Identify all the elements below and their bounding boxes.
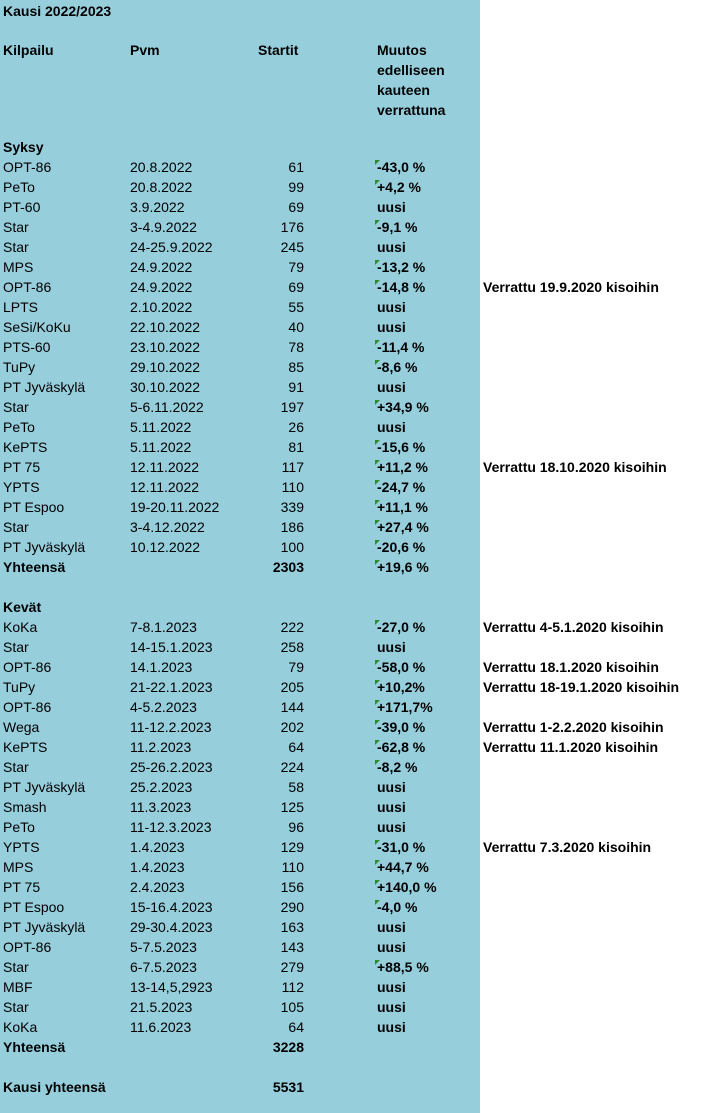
date-cell: 19-20.11.2022 [130,499,220,515]
note-cell: Verrattu 1-2.2.2020 kisoihin [483,719,664,735]
change-cell: -9,1 % [377,219,418,235]
change-cell: -43,0 % [377,159,426,175]
change-cell: -15,6 % [377,439,426,455]
date-cell: 24.9.2022 [130,279,193,295]
total-starts: 2303 [272,559,304,575]
starts-cell: 99 [288,179,304,195]
change-cell: uusi [377,199,406,215]
total-label: Yhteensä [3,559,66,575]
change-cell: uusi [377,799,406,815]
note-cell: Verrattu 18-19.1.2020 kisoihin [483,679,680,695]
starts-cell: 112 [281,979,304,995]
date-cell: 24-25.9.2022 [130,239,213,255]
competition-cell: PT Jyväskylä [3,779,86,795]
change-cell: uusi [377,379,406,395]
header-starts: Startit [258,42,299,58]
date-cell: 11-12.2.2023 [130,719,212,735]
date-cell: 12.11.2022 [130,459,200,475]
change-cell: +4,2 % [377,179,421,195]
competition-cell: Star [3,959,29,975]
starts-cell: 85 [288,359,304,375]
starts-cell: 110 [281,479,304,495]
note-cell: Verrattu 18.10.2020 kisoihin [483,459,667,475]
date-cell: 3.9.2022 [130,199,185,215]
competition-cell: Star [3,999,29,1015]
starts-cell: 143 [280,939,304,955]
starts-cell: 100 [280,539,304,555]
competition-cell: OPT-86 [3,939,52,955]
total-label: Yhteensä [3,1039,66,1055]
starts-cell: 26 [288,419,304,435]
change-cell: -62,8 % [377,739,426,755]
starts-cell: 78 [288,339,304,355]
header-date: Pvm [130,42,160,58]
change-cell: uusi [377,239,406,255]
change-cell: +88,5 % [377,959,429,975]
date-cell: 29.10.2022 [130,359,201,375]
date-cell: 13-14,5,2923 [130,979,213,995]
change-cell: +34,9 % [377,399,429,415]
change-cell: uusi [377,299,406,315]
date-cell: 29-30.4.2023 [130,919,213,935]
competition-cell: Smash [3,799,47,815]
note-cell: Verrattu 18.1.2020 kisoihin [483,659,659,675]
competition-cell: Star [3,239,29,255]
competition-cell: MPS [3,259,34,275]
starts-cell: 79 [288,259,304,275]
section-heading: Kevät [3,599,42,615]
change-cell: +27,4 % [377,519,429,535]
competition-cell: PT Espoo [3,499,65,515]
change-cell: uusi [377,779,406,795]
date-cell: 25.2.2023 [130,779,193,795]
competition-cell: Star [3,219,29,235]
competition-cell: KePTS [3,739,48,755]
change-cell: uusi [377,999,406,1015]
starts-cell: 144 [280,699,304,715]
competition-cell: LPTS [3,299,39,315]
date-cell: 11.3.2023 [130,799,192,815]
change-cell: -8,6 % [377,359,418,375]
change-cell: -58,0 % [377,659,426,675]
date-cell: 11.2.2023 [130,739,192,755]
competition-cell: KePTS [3,439,48,455]
change-cell: +171,7% [377,699,433,715]
change-cell: +11,2 % [377,459,428,475]
competition-cell: SeSi/KoKu [3,319,71,335]
date-cell: 20.8.2022 [130,179,193,195]
change-cell: uusi [377,1019,406,1035]
starts-cell: 105 [280,999,304,1015]
starts-cell: 96 [288,819,304,835]
change-cell: uusi [377,639,406,655]
starts-cell: 279 [280,959,304,975]
season-total-label: Kausi yhteensä [3,1079,106,1095]
change-cell: -11,4 % [377,339,425,355]
starts-cell: 224 [280,759,304,775]
starts-cell: 202 [280,719,304,735]
change-cell: uusi [377,979,406,995]
change-cell: -14,8 % [377,279,426,295]
competition-cell: Star [3,759,29,775]
competition-cell: TuPy [3,359,36,375]
date-cell: 3-4.9.2022 [130,219,197,235]
page-title: Kausi 2022/2023 [3,3,112,19]
starts-cell: 69 [288,199,304,215]
date-cell: 25-26.2.2023 [130,759,213,775]
date-cell: 5.11.2022 [130,419,192,435]
competition-cell: PT 75 [3,459,41,475]
date-cell: 10.12.2022 [130,539,201,555]
date-cell: 21.5.2023 [130,999,193,1015]
starts-cell: 58 [288,779,304,795]
competition-cell: PT Jyväskylä [3,539,86,555]
header-change-line-3: kauteen [377,82,430,98]
competition-cell: Wega [3,719,40,735]
change-cell: +140,0 % [377,879,437,895]
competition-cell: Star [3,639,29,655]
competition-cell: OPT-86 [3,159,52,175]
header-change-line-4: verrattuna [377,102,446,118]
change-cell: +44,7 % [377,859,429,875]
date-cell: 22.10.2022 [130,319,201,335]
date-cell: 21-22.1.2023 [130,679,213,695]
starts-cell: 81 [288,439,304,455]
competition-cell: PT 75 [3,879,41,895]
date-cell: 6-7.5.2023 [130,959,197,975]
date-cell: 11-12.3.2023 [130,819,212,835]
starts-cell: 117 [281,459,304,475]
change-cell: +10,2% [377,679,425,695]
change-cell: uusi [377,319,406,335]
date-cell: 11.6.2023 [130,1019,192,1035]
competition-cell: Star [3,519,29,535]
starts-cell: 186 [280,519,304,535]
change-cell: -24,7 % [377,479,426,495]
note-cell: Verrattu 19.9.2020 kisoihin [483,279,659,295]
competition-cell: PT Jyväskylä [3,919,86,935]
starts-cell: 197 [280,399,304,415]
starts-cell: 61 [288,159,304,175]
date-cell: 2.10.2022 [130,299,193,315]
competition-cell: PeTo [3,819,35,835]
change-cell: -20,6 % [377,539,426,555]
date-cell: 14-15.1.2023 [130,639,213,655]
competition-cell: Star [3,399,29,415]
date-cell: 5-6.11.2022 [130,399,204,415]
starts-cell: 156 [280,879,304,895]
change-cell: -39,0 % [377,719,426,735]
starts-cell: 339 [280,499,304,515]
section-heading: Syksy [3,139,44,155]
date-cell: 7-8.1.2023 [130,619,197,635]
change-cell: +11,1 % [377,499,428,515]
competition-cell: TuPy [3,679,36,695]
change-cell: -8,2 % [377,759,418,775]
starts-cell: 55 [288,299,304,315]
date-cell: 4-5.2.2023 [130,699,197,715]
header-competition: Kilpailu [3,42,54,58]
date-cell: 3-4.12.2022 [130,519,205,535]
date-cell: 1.4.2023 [130,859,185,875]
date-cell: 14.1.2023 [130,659,193,675]
competition-cell: PT-60 [3,199,41,215]
note-cell: Verrattu 11.1.2020 kisoihin [483,739,659,755]
competition-cell: YPTS [3,479,40,495]
total-starts: 3228 [272,1039,304,1055]
starts-cell: 163 [280,919,304,935]
change-cell: uusi [377,819,406,835]
starts-cell: 91 [288,379,304,395]
competition-cell: KoKa [3,619,38,635]
competition-cell: YPTS [3,839,40,855]
note-cell: Verrattu 4-5.1.2020 kisoihin [483,619,664,635]
competition-cell: PeTo [3,419,35,435]
change-cell: -31,0 % [377,839,426,855]
starts-cell: 222 [280,619,304,635]
date-cell: 20.8.2022 [130,159,193,175]
date-cell: 30.10.2022 [130,379,201,395]
starts-cell: 129 [280,839,304,855]
note-cell: Verrattu 7.3.2020 kisoihin [483,839,652,855]
change-cell: uusi [377,919,406,935]
starts-cell: 64 [288,739,304,755]
starts-cell: 258 [280,639,304,655]
competition-cell: KoKa [3,1019,38,1035]
date-cell: 5-7.5.2023 [130,939,197,955]
date-cell: 1.4.2023 [130,839,185,855]
header-change-line-2: edelliseen [377,62,445,78]
date-cell: 15-16.4.2023 [130,899,213,915]
competition-cell: OPT-86 [3,659,52,675]
header-change-line-1: Muutos [377,42,427,58]
change-cell: -27,0 % [377,619,426,635]
date-cell: 2.4.2023 [130,879,185,895]
starts-cell: 64 [288,1019,304,1035]
total-change: +19,6 % [377,559,429,575]
date-cell: 24.9.2022 [130,259,193,275]
starts-cell: 79 [288,659,304,675]
change-cell: -4,0 % [377,899,418,915]
starts-cell: 205 [280,679,304,695]
change-cell: uusi [377,939,406,955]
season-total-starts: 5531 [272,1079,304,1095]
competition-cell: MPS [3,859,34,875]
competition-cell: PTS-60 [3,339,51,355]
starts-cell: 176 [280,219,304,235]
change-cell: -13,2 % [377,259,426,275]
starts-cell: 40 [288,319,304,335]
starts-cell: 110 [281,859,304,875]
date-cell: 23.10.2022 [130,339,201,355]
competition-cell: PeTo [3,179,35,195]
starts-cell: 245 [280,239,304,255]
starts-cell: 290 [280,899,304,915]
competition-cell: MBF [3,979,33,995]
starts-cell: 125 [280,799,304,815]
competition-cell: OPT-86 [3,699,52,715]
starts-cell: 69 [288,279,304,295]
competition-cell: OPT-86 [3,279,52,295]
date-cell: 5.11.2022 [130,439,192,455]
competition-cell: PT Jyväskylä [3,379,86,395]
competition-cell: PT Espoo [3,899,65,915]
change-cell: uusi [377,419,406,435]
date-cell: 12.11.2022 [130,479,200,495]
